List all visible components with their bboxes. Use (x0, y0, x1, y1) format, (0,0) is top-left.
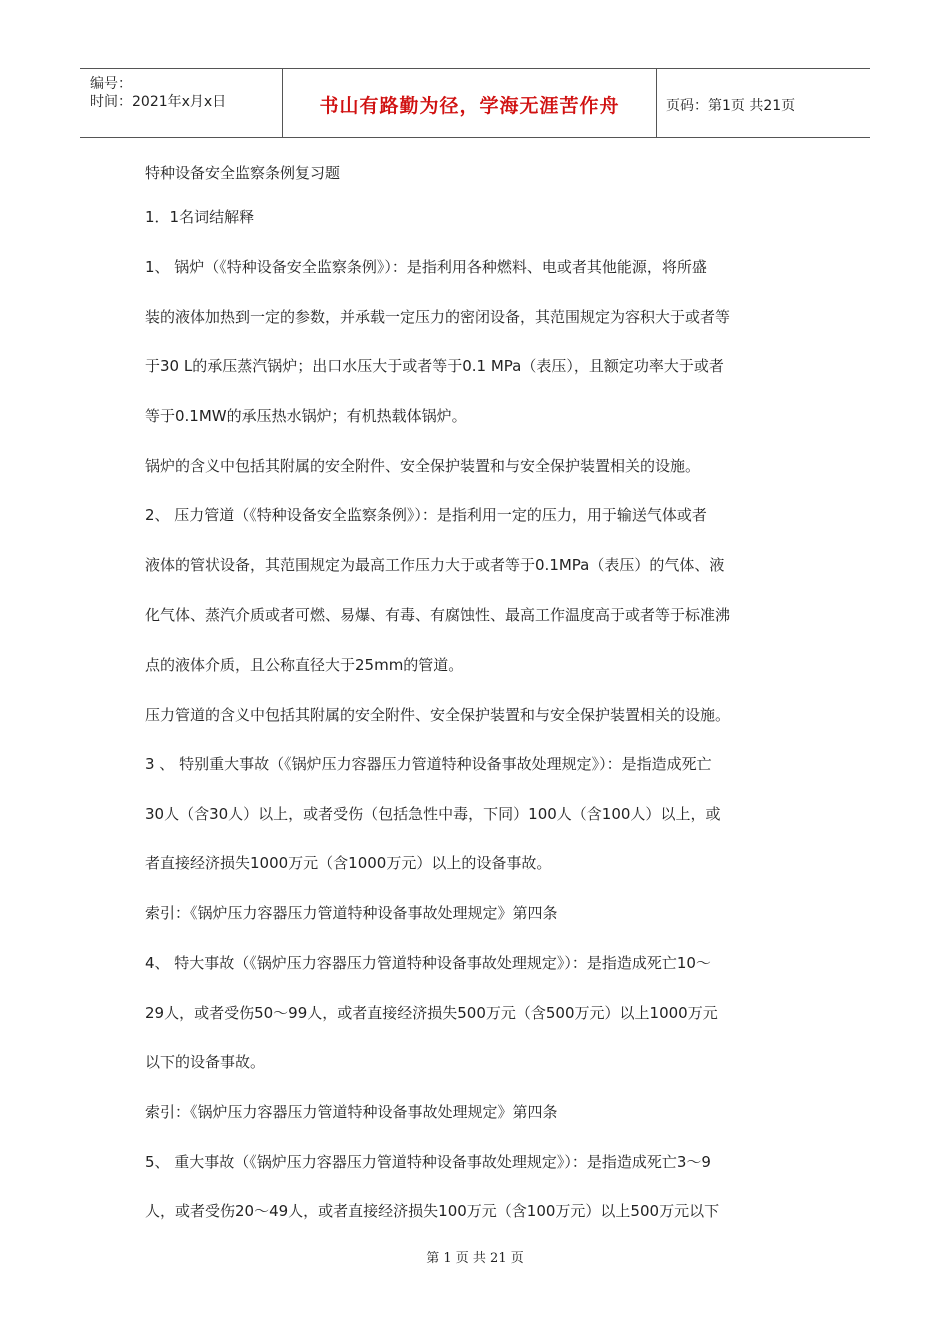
section-heading: 1．1名词结解释 (145, 208, 255, 226)
paragraph-line: 等于0.1MW的承压热水锅炉；有机热载体锅炉。 (145, 407, 467, 425)
paragraph-line: 30人（含30人）以上，或者受伤（包括急性中毒，下同）100人（含100人）以上，或 (145, 805, 721, 823)
header-meta-cell (80, 69, 282, 137)
paragraph-line: 于30 L的承压蒸汽锅炉；出口水压大于或者等于0.1 MPa（表压），且额定功率大于或者 (145, 357, 724, 375)
paragraph-line: 液体的管状设备，其范围规定为最高工作压力大于或者等于0.1MPa（表压）的气体、液 (145, 556, 725, 574)
paragraph-line: 29人，或者受伤50～99人，或者直接经济损失500万元（含500万元）以上1000万元 (145, 1004, 718, 1022)
paragraph-line: 锅炉的含义中包括其附属的安全附件、安全保护装置和与安全保护装置相关的设施。 (145, 457, 701, 475)
paragraph-line: 4、 特大事故（《锅炉压力容器压力管道特种设备事故处理规定》）：是指造成死亡10～ (145, 954, 711, 972)
header-page-number: 页码：第1页 共21页 (666, 98, 796, 114)
page-footer: 第 1 页 共 21 页 (426, 1251, 524, 1266)
paragraph-line: 人，或者受伤20～49人，或者直接经济损失100万元（含100万元）以上500万元以下 (145, 1202, 720, 1220)
paragraph-line: 化气体、蒸汽介质或者可燃、易爆、有毒、有腐蚀性、最高工作温度高于或者等于标准沸 (145, 606, 731, 624)
header-motto-cell (282, 69, 657, 137)
paragraph-line: 5、 重大事故（《锅炉压力容器压力管道特种设备事故处理规定》）：是指造成死亡3～9 (145, 1153, 711, 1171)
paragraph-line: 装的液体加热到一定的参数，并承载一定压力的密闭设备，其范围规定为容积大于或者等 (145, 308, 731, 326)
document-time-label: 时间：2021年x月x日 (90, 94, 227, 110)
paragraph-line: 1、 锅炉（《特种设备安全监察条例》）：是指利用各种燃料、电或者其他能源，将所盛 (145, 258, 707, 276)
document-title: 特种设备安全监察条例复习题 (145, 164, 341, 182)
header-motto: 书山有路勤为径，学海无涯苦作舟 (319, 95, 620, 117)
page-header (80, 68, 870, 138)
header-page-cell (656, 69, 870, 137)
document-number-label: 编号： (90, 76, 132, 92)
paragraph-line: 点的液体介质，且公称直径大于25mm的管道。 (145, 656, 464, 674)
paragraph-line: 2、 压力管道（《特种设备安全监察条例》）：是指利用一定的压力，用于输送气体或者 (145, 506, 707, 524)
reference-line: 索引：《锅炉压力容器压力管道特种设备事故处理规定》第四条 (145, 1103, 558, 1121)
paragraph-line: 压力管道的含义中包括其附属的安全附件、安全保护装置和与安全保护装置相关的设施。 (145, 706, 731, 724)
reference-line: 索引：《锅炉压力容器压力管道特种设备事故处理规定》第四条 (145, 904, 558, 922)
paragraph-line: 以下的设备事故。 (145, 1053, 266, 1071)
paragraph-line: 3 、 特别重大事故（《锅炉压力容器压力管道特种设备事故处理规定》）：是指造成死亡 (145, 755, 712, 773)
paragraph-line: 者直接经济损失1000万元（含1000万元）以上的设备事故。 (145, 854, 552, 872)
